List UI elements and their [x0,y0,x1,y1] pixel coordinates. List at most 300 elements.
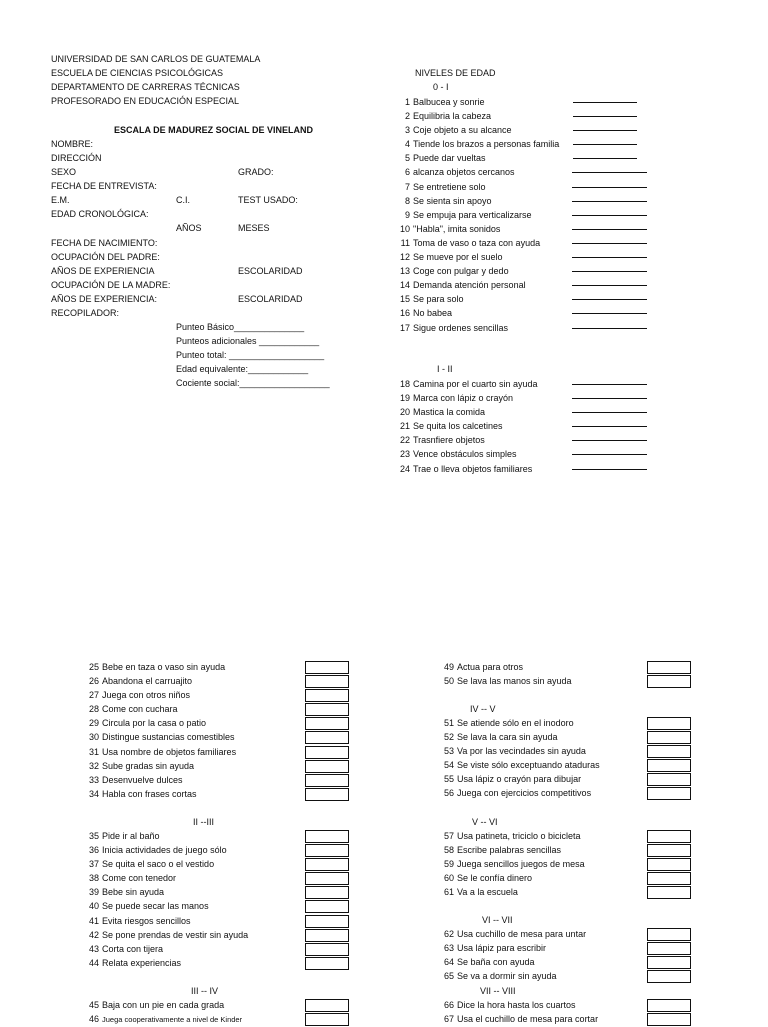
item-row [85,914,355,928]
item-text: "Habla", imita sonidos [413,223,501,234]
item-number: 23 [399,449,410,460]
item-row [85,787,355,801]
answer-box[interactable] [305,703,349,716]
item-number: 63 [443,943,454,954]
items-51-56 [440,716,700,801]
item-row [85,702,355,716]
answer-box[interactable] [305,717,349,730]
item-row [85,745,355,759]
item-row [85,942,355,956]
header-line: ESCUELA DE CIENCIAS PSICOLÓGICAS [51,68,224,78]
answer-box[interactable] [647,731,691,744]
item-text: Distingue sustancias comestibles [102,732,235,743]
label-ci: C.I. [176,195,191,205]
item-number: 31 [88,746,99,757]
answer-box[interactable] [647,999,691,1012]
item-number: 59 [443,859,454,870]
level-label-7-8: VII -- VIII [480,986,516,996]
item-text: Come con tenedor [102,873,177,884]
item-row [85,928,355,942]
item-text: Se le confía dinero [457,873,533,884]
answer-line[interactable] [572,328,647,329]
answer-box[interactable] [305,689,349,702]
item-number: 27 [88,690,99,701]
item-text: Relata experiencias [102,957,182,968]
item-number: 6 [404,167,410,178]
answer-box[interactable] [647,942,691,955]
item-number: 20 [399,407,410,418]
answer-line[interactable] [572,201,647,202]
item-text: Se lava la cara sin ayuda [457,732,558,743]
label-ocupacion-padre: OCUPACIÓN DEL PADRE: [51,252,160,262]
item-number: 33 [88,774,99,785]
item-text: Desenvuelve dulces [102,774,183,785]
item-row [85,871,355,885]
answer-box[interactable] [647,858,691,871]
item-text: Actua para otros [457,662,524,672]
item-text: Se sienta sin apoyo [413,195,492,206]
items-25-34 [85,660,355,801]
answer-line[interactable] [573,116,637,117]
item-number: 25 [88,662,99,672]
item-row [85,857,355,871]
item-number: 39 [88,887,99,898]
item-number: 46 [88,1014,99,1025]
item-text: Coje objeto a su alcance [413,125,512,136]
answer-box[interactable] [647,787,691,800]
item-row [440,885,700,899]
item-text: Come con cuchara [102,704,178,715]
label-sexo: SEXO [51,167,77,177]
item-text: Demanda atención personal [413,280,526,291]
answer-line[interactable] [572,172,647,173]
item-number: 36 [88,845,99,856]
item-row [396,123,656,137]
answer-line[interactable] [572,229,647,230]
item-number: 65 [443,971,454,982]
item-row [85,716,355,730]
item-row [396,109,656,123]
item-row [440,871,700,885]
item-text: Bebe sin ayuda [102,887,165,898]
item-row [440,772,700,786]
item-number: 51 [443,718,454,728]
items-45-46 [85,998,355,1026]
item-row [440,716,700,730]
answer-line[interactable] [573,158,637,159]
label-edad-cronologica: EDAD CRONOLÓGICA: [51,209,149,219]
answer-box[interactable] [305,915,349,928]
item-text: Marca con lápiz o crayón [413,393,514,404]
item-row [440,829,700,843]
item-text: Habla con frases cortas [102,788,197,799]
answer-box[interactable] [305,943,349,956]
item-text: Se para solo [413,294,464,305]
item-number: 54 [443,760,454,771]
item-number: 9 [404,209,410,220]
answer-line[interactable] [572,285,647,286]
answer-line[interactable] [572,215,647,216]
item-row [440,744,700,758]
punteo-basico: Punteo Básico______________ [176,322,305,332]
item-number: 40 [88,901,99,912]
item-number: 7 [404,181,410,192]
answer-box[interactable] [647,830,691,843]
item-number: 16 [399,308,410,319]
item-number: 22 [399,435,410,446]
item-row [440,941,700,955]
item-text: Se empuja para verticalizarse [413,209,532,220]
answer-line[interactable] [573,102,637,103]
label-ocupacion-madre: OCUPACIÓN DE LA MADRE: [51,280,171,290]
item-row [440,660,700,674]
item-text: Juega sencillos juegos de mesa [457,859,585,870]
item-text: Equilibria la cabeza [413,111,492,122]
item-row [396,151,656,165]
item-number: 11 [400,237,410,248]
label-grado: GRADO: [238,167,274,177]
item-text: Usa el cuchillo de mesa para cortar [457,1014,599,1025]
punteos-adicionales: Punteos adicionales ____________ [176,336,320,346]
label-escolaridad: ESCOLARIDAD [238,266,303,276]
answer-box[interactable] [305,886,349,899]
item-row [85,759,355,773]
item-text: Usa lápiz o crayón para dibujar [457,774,582,785]
label-test-usado: TEST USADO: [238,195,298,205]
label-fecha-nacimiento: FECHA DE NACIMIENTO: [51,238,158,248]
punteo-total: Punteo total: ___________________ [176,350,325,360]
item-number: 64 [443,957,454,968]
answer-box[interactable] [647,717,691,730]
item-row [85,899,355,913]
answer-box[interactable] [305,788,349,801]
item-text: Sube gradas sin ayuda [102,760,195,771]
item-number: 35 [88,831,99,841]
item-number: 57 [443,831,454,841]
item-text: Se atiende sólo en el inodoro [457,718,574,728]
label-anos-experiencia: AÑOS DE EXPERIENCIA: [51,294,158,304]
item-number: 8 [404,195,410,206]
item-number: 17 [399,322,410,333]
answer-line[interactable] [572,257,647,258]
item-number: 19 [399,393,410,404]
item-text: Vence obstáculos simples [413,449,517,460]
answer-box[interactable] [305,675,349,688]
answer-line[interactable] [572,469,647,470]
item-row [396,95,656,109]
item-row [396,264,656,278]
document-title: ESCALA DE MADUREZ SOCIAL DE VINELAND [114,125,314,135]
item-number: 58 [443,845,454,856]
item-row [85,843,355,857]
item-row [396,447,656,461]
levels-title: NIVELES DE EDAD [415,68,496,78]
item-row [396,165,656,179]
item-row [85,773,355,787]
level-label-2-3: II --III [193,817,214,827]
item-number: 37 [88,859,99,870]
item-text: Circula por la casa o patio [102,718,207,729]
answer-box[interactable] [305,774,349,787]
item-text: Se entretiene solo [413,181,486,192]
level-label-3-4: III -- IV [191,986,218,996]
item-text: Usa patineta, triciclo o bicicleta [457,831,581,841]
item-number: 1 [404,97,410,107]
item-number: 45 [88,1000,99,1010]
items-57-61 [440,829,700,899]
item-text: Inicia actividades de juego sólo [102,845,227,856]
item-text: Corta con tijera [102,943,164,954]
item-text: Escribe palabras sencillas [457,845,562,856]
item-row [440,674,700,688]
answer-box[interactable] [647,886,691,899]
answer-line[interactable] [572,313,647,314]
item-number: 10 [399,223,410,234]
item-row [85,730,355,744]
answer-box[interactable] [647,759,691,772]
item-row [85,998,355,1012]
item-row [396,208,656,222]
item-number: 21 [399,421,410,432]
item-row [440,857,700,871]
item-row [440,786,700,800]
item-text: Baja con un pie en cada grada [102,1000,225,1010]
item-row [85,688,355,702]
item-row [396,419,656,433]
item-text: Se lava las manos sin ayuda [457,676,572,687]
item-text: Juega con ejercicios competitivos [457,788,592,799]
item-number: 67 [443,1014,454,1025]
answer-box[interactable] [305,957,349,970]
item-text: Toma de vaso o taza con ayuda [413,237,541,248]
item-text: No babea [413,308,453,319]
level-1-2-items [396,377,656,476]
answer-box[interactable] [305,872,349,885]
item-number: 60 [443,873,454,884]
item-text: Se viste sólo exceptuando ataduras [457,760,600,771]
answer-line[interactable] [572,412,647,413]
answer-box[interactable] [305,858,349,871]
item-text: Usa nombre de objetos familiares [102,746,237,757]
item-number: 56 [443,788,454,799]
answer-box[interactable] [647,970,691,983]
header-line: PROFESORADO EN EDUCACIÓN ESPECIAL [51,96,240,106]
item-number: 41 [88,915,99,926]
item-number: 26 [88,676,99,687]
item-text: Balbucea y sonrie [413,97,485,107]
answer-box[interactable] [305,661,349,674]
item-text: Puede dar vueltas [413,153,486,164]
item-row [396,321,656,335]
answer-line[interactable] [572,398,647,399]
item-row [85,1012,355,1026]
item-text: Usa lápiz para escribir [457,943,547,954]
item-text: Se quita el saco o el vestido [102,859,215,870]
item-row [396,194,656,208]
item-number: 2 [404,111,410,122]
item-number: 38 [88,873,99,884]
item-number: 3 [404,125,410,136]
item-text: Juega cooperativamente a nivel de Kinder [102,1015,243,1025]
item-row [85,660,355,674]
item-row [396,236,656,250]
item-row [440,969,700,983]
label-anos-experiencia: AÑOS DE EXPERIENCIA [51,266,155,276]
item-text: Va a la escuela [457,887,518,898]
item-text: Se pone prendas de vestir sin ayuda [102,929,249,940]
item-row [396,306,656,320]
item-text: Juega con otros niños [102,690,191,701]
item-number: 52 [443,732,454,743]
answer-line[interactable] [572,271,647,272]
answer-box[interactable] [305,999,349,1012]
item-row [440,1012,700,1026]
answer-box[interactable] [647,1013,691,1026]
item-text: Camina por el cuarto sin ayuda [413,379,538,389]
label-escolaridad: ESCOLARIDAD [238,294,303,304]
answer-box[interactable] [305,929,349,942]
item-number: 13 [399,266,410,277]
item-text: Se quita los calcetines [413,421,503,432]
item-row [396,391,656,405]
label-recopilador: RECOPILADOR: [51,308,120,318]
item-number: 34 [88,788,99,799]
item-text: Usa cuchillo de mesa para untar [457,929,587,939]
item-number: 43 [88,943,99,954]
item-row [440,998,700,1012]
item-text: Va por las vecindades sin ayuda [457,746,586,757]
item-number: 24 [399,463,410,474]
item-number: 15 [399,294,410,305]
item-row [440,927,700,941]
item-row [396,405,656,419]
item-number: 30 [88,732,99,743]
answer-box[interactable] [647,928,691,941]
answer-box[interactable] [305,731,349,744]
item-text: Sigue ordenes sencillas [413,322,509,333]
header-line: DEPARTAMENTO DE CARRERAS TÉCNICAS [51,82,240,92]
level-label-1-2: I - II [437,364,453,374]
answer-box[interactable] [647,956,691,969]
answer-box[interactable] [647,872,691,885]
item-row [85,885,355,899]
header-line: UNIVERSIDAD DE SAN CARLOS DE GUATEMALA [51,54,261,64]
item-row [396,222,656,236]
item-text: Coge con pulgar y dedo [413,266,509,277]
answer-line[interactable] [572,384,647,385]
item-text: Se puede secar las manos [102,901,209,912]
answer-line[interactable] [572,299,647,300]
answer-line[interactable] [572,187,647,188]
items-49-50 [440,660,700,688]
label-anos: AÑOS [176,223,202,233]
level-label-6-7: VI -- VII [482,915,513,925]
answer-box[interactable] [647,844,691,857]
item-number: 49 [443,662,454,672]
label-direccion: DIRECCIÓN [51,153,102,163]
item-number: 66 [443,1000,454,1010]
item-text: Dice la hora hasta los cuartos [457,1000,576,1010]
answer-line[interactable] [572,454,647,455]
cociente-social: Cociente social:__________________ [176,378,330,388]
item-row [396,180,656,194]
item-text: Se baña con ayuda [457,957,535,968]
answer-box[interactable] [305,844,349,857]
answer-box[interactable] [305,760,349,773]
item-text: Se va a dormir sin ayuda [457,971,557,982]
item-text: Trasnfiere objetos [413,435,485,446]
items-66-67 [440,998,700,1026]
answer-box[interactable] [647,745,691,758]
item-row [396,462,656,476]
item-number: 5 [404,153,410,164]
item-number: 18 [399,379,410,389]
item-text: Se mueve por el suelo [413,252,503,263]
item-row [396,292,656,306]
item-text: Abandona el carruajito [102,676,193,687]
item-row [396,250,656,264]
answer-box[interactable] [305,1013,349,1026]
item-row [440,843,700,857]
answer-line[interactable] [573,144,637,145]
item-row [396,137,656,151]
item-number: 4 [404,139,410,150]
label-fecha-entrevista: FECHA DE ENTREVISTA: [51,181,157,191]
item-number: 12 [399,252,410,263]
level-label-0-1: 0 - I [433,82,449,92]
level-0-1-items [396,95,656,335]
item-number: 55 [443,774,454,785]
answer-box[interactable] [647,675,691,688]
item-number: 62 [443,929,454,939]
answer-line[interactable] [573,130,637,131]
answer-line[interactable] [572,426,647,427]
answer-box[interactable] [647,773,691,786]
item-row [85,674,355,688]
level-label-5-6: V -- VI [472,817,498,827]
edad-equivalente: Edad equivalente:____________ [176,364,309,374]
item-number: 44 [88,957,99,968]
item-row [85,829,355,843]
item-text: alcanza objetos cercanos [413,167,515,178]
label-meses: MESES [238,223,270,233]
item-text: Mastica la comida [413,407,486,418]
item-number: 50 [443,676,454,687]
item-number: 29 [88,718,99,729]
item-number: 14 [399,280,410,291]
item-number: 28 [88,704,99,715]
label-nombre: NOMBRE: [51,139,94,149]
item-row [440,955,700,969]
level-label-4-5: IV -- V [470,704,496,714]
answer-box[interactable] [305,830,349,843]
item-number: 53 [443,746,454,757]
answer-box[interactable] [647,661,691,674]
answer-box[interactable] [305,900,349,913]
item-row [396,377,656,391]
item-number: 42 [88,929,99,940]
item-text: Bebe en taza o vaso sin ayuda [102,662,226,672]
items-62-65 [440,927,700,983]
items-35-44 [85,829,355,970]
item-text: Pide ir al baño [102,831,160,841]
item-text: Trae o lleva objetos familiares [413,463,533,474]
item-row [396,278,656,292]
answer-line[interactable] [572,440,647,441]
answer-box[interactable] [305,746,349,759]
item-number: 61 [443,887,454,898]
answer-line[interactable] [572,243,647,244]
